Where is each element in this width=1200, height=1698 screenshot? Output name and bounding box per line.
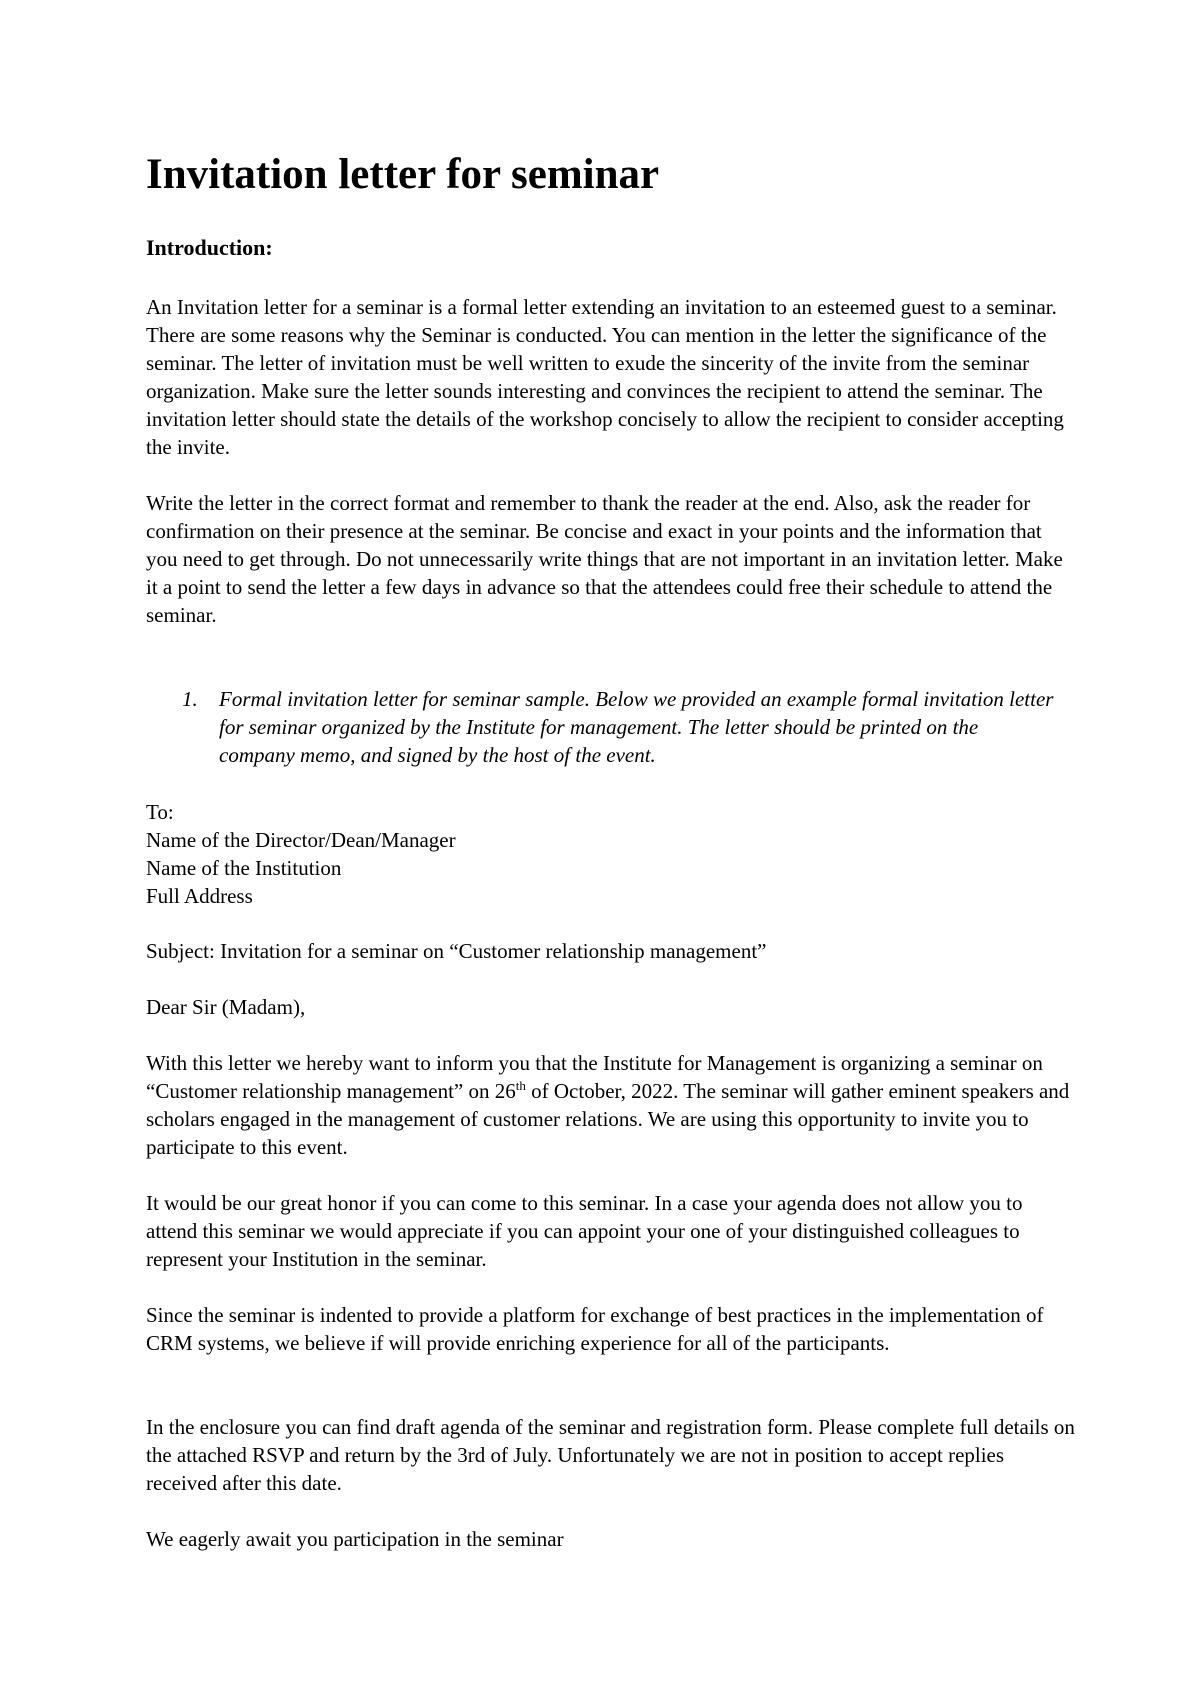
intro-paragraph-2: Write the letter in the correct format and remember to thank the reader at the end. Also, ask the reader for confirmation on their presence at the seminar. Be concise and exact in your points and the information that you need to get through. Do not unnecessarily write things that are not important in an invitation letter. Make it a point to send the letter a few days in advance so that the attendees could free their schedule to attend the seminar. bbox=[146, 491, 1063, 627]
list-item bbox=[146, 685, 1076, 769]
intro-paragraph-1: An Invitation letter for a seminar is a formal letter extending an invitation to an esteemed guest to a seminar. There are some reasons why the Seminar is conducted. You can mention in the letter the significance of the seminar. The letter of invitation must be well written to exude the sincerity of the invite from the seminar organization. Make sure the letter sounds interesting and convinces the recipient to attend the seminar. The invitation letter should state the details of the workshop concisely to allow the recipient to consider accepting the invite. bbox=[146, 295, 1064, 459]
sample-list bbox=[146, 685, 1076, 769]
document-title: Invitation letter for seminar bbox=[146, 151, 660, 198]
list-item-text: Formal invitation letter for seminar sample. Below we provided an example formal invitation letter for seminar organized by the Institute for management. The letter should be printed on the company memo, and signed by the host of the event. bbox=[219, 687, 1054, 767]
letter-paragraph-1-end: of October, 2022. The seminar will gather eminent speakers and scholars engaged in the management of customer relations. We are using this opportunity to invite you to participate to this event. bbox=[146, 1079, 1070, 1159]
list-item-number: 1. bbox=[182, 687, 198, 711]
letter-paragraph-1 bbox=[146, 1049, 1076, 1161]
letter-paragraph-4: In the enclosure you can find draft agenda of the seminar and registration form. Please complete full details on the attached RSVP and return by the 3rd of July. Unfortunately we are not in position to accept replies received after this date. bbox=[146, 1415, 1075, 1495]
letter-closing: We eagerly await you participation in the seminar bbox=[146, 1527, 564, 1551]
letter-subject: Subject: Invitation for a seminar on “Customer relationship management” bbox=[146, 939, 767, 963]
date-ordinal-suffix: th bbox=[515, 1078, 526, 1093]
address-line-full-address: Full Address bbox=[146, 884, 253, 908]
recipient-address bbox=[146, 798, 1076, 910]
address-line-institution: Name of the Institution bbox=[146, 856, 342, 880]
letter-salutation: Dear Sir (Madam), bbox=[146, 995, 306, 1019]
letter-paragraph-3: Since the seminar is indented to provide a platform for exchange of best practices in the implementation of CRM systems, we believe if will provide enriching experience for all of the participants. bbox=[146, 1303, 1044, 1355]
address-to-label: To: bbox=[146, 800, 174, 824]
introduction-heading: Introduction: bbox=[146, 235, 273, 260]
letter-paragraph-2: It would be our great honor if you can come to this seminar. In a case your agenda does not allow you to attend this seminar we would appreciate if you can appoint your one of your distinguished colleagues to represent your Institution in the seminar. bbox=[146, 1191, 1023, 1271]
letter-paragraph-1-start: With this letter we hereby want to inform you that the Institute for Management is organizing a seminar on “Customer relationship management” on 26 bbox=[146, 1051, 1043, 1103]
address-line-name: Name of the Director/Dean/Manager bbox=[146, 828, 456, 852]
